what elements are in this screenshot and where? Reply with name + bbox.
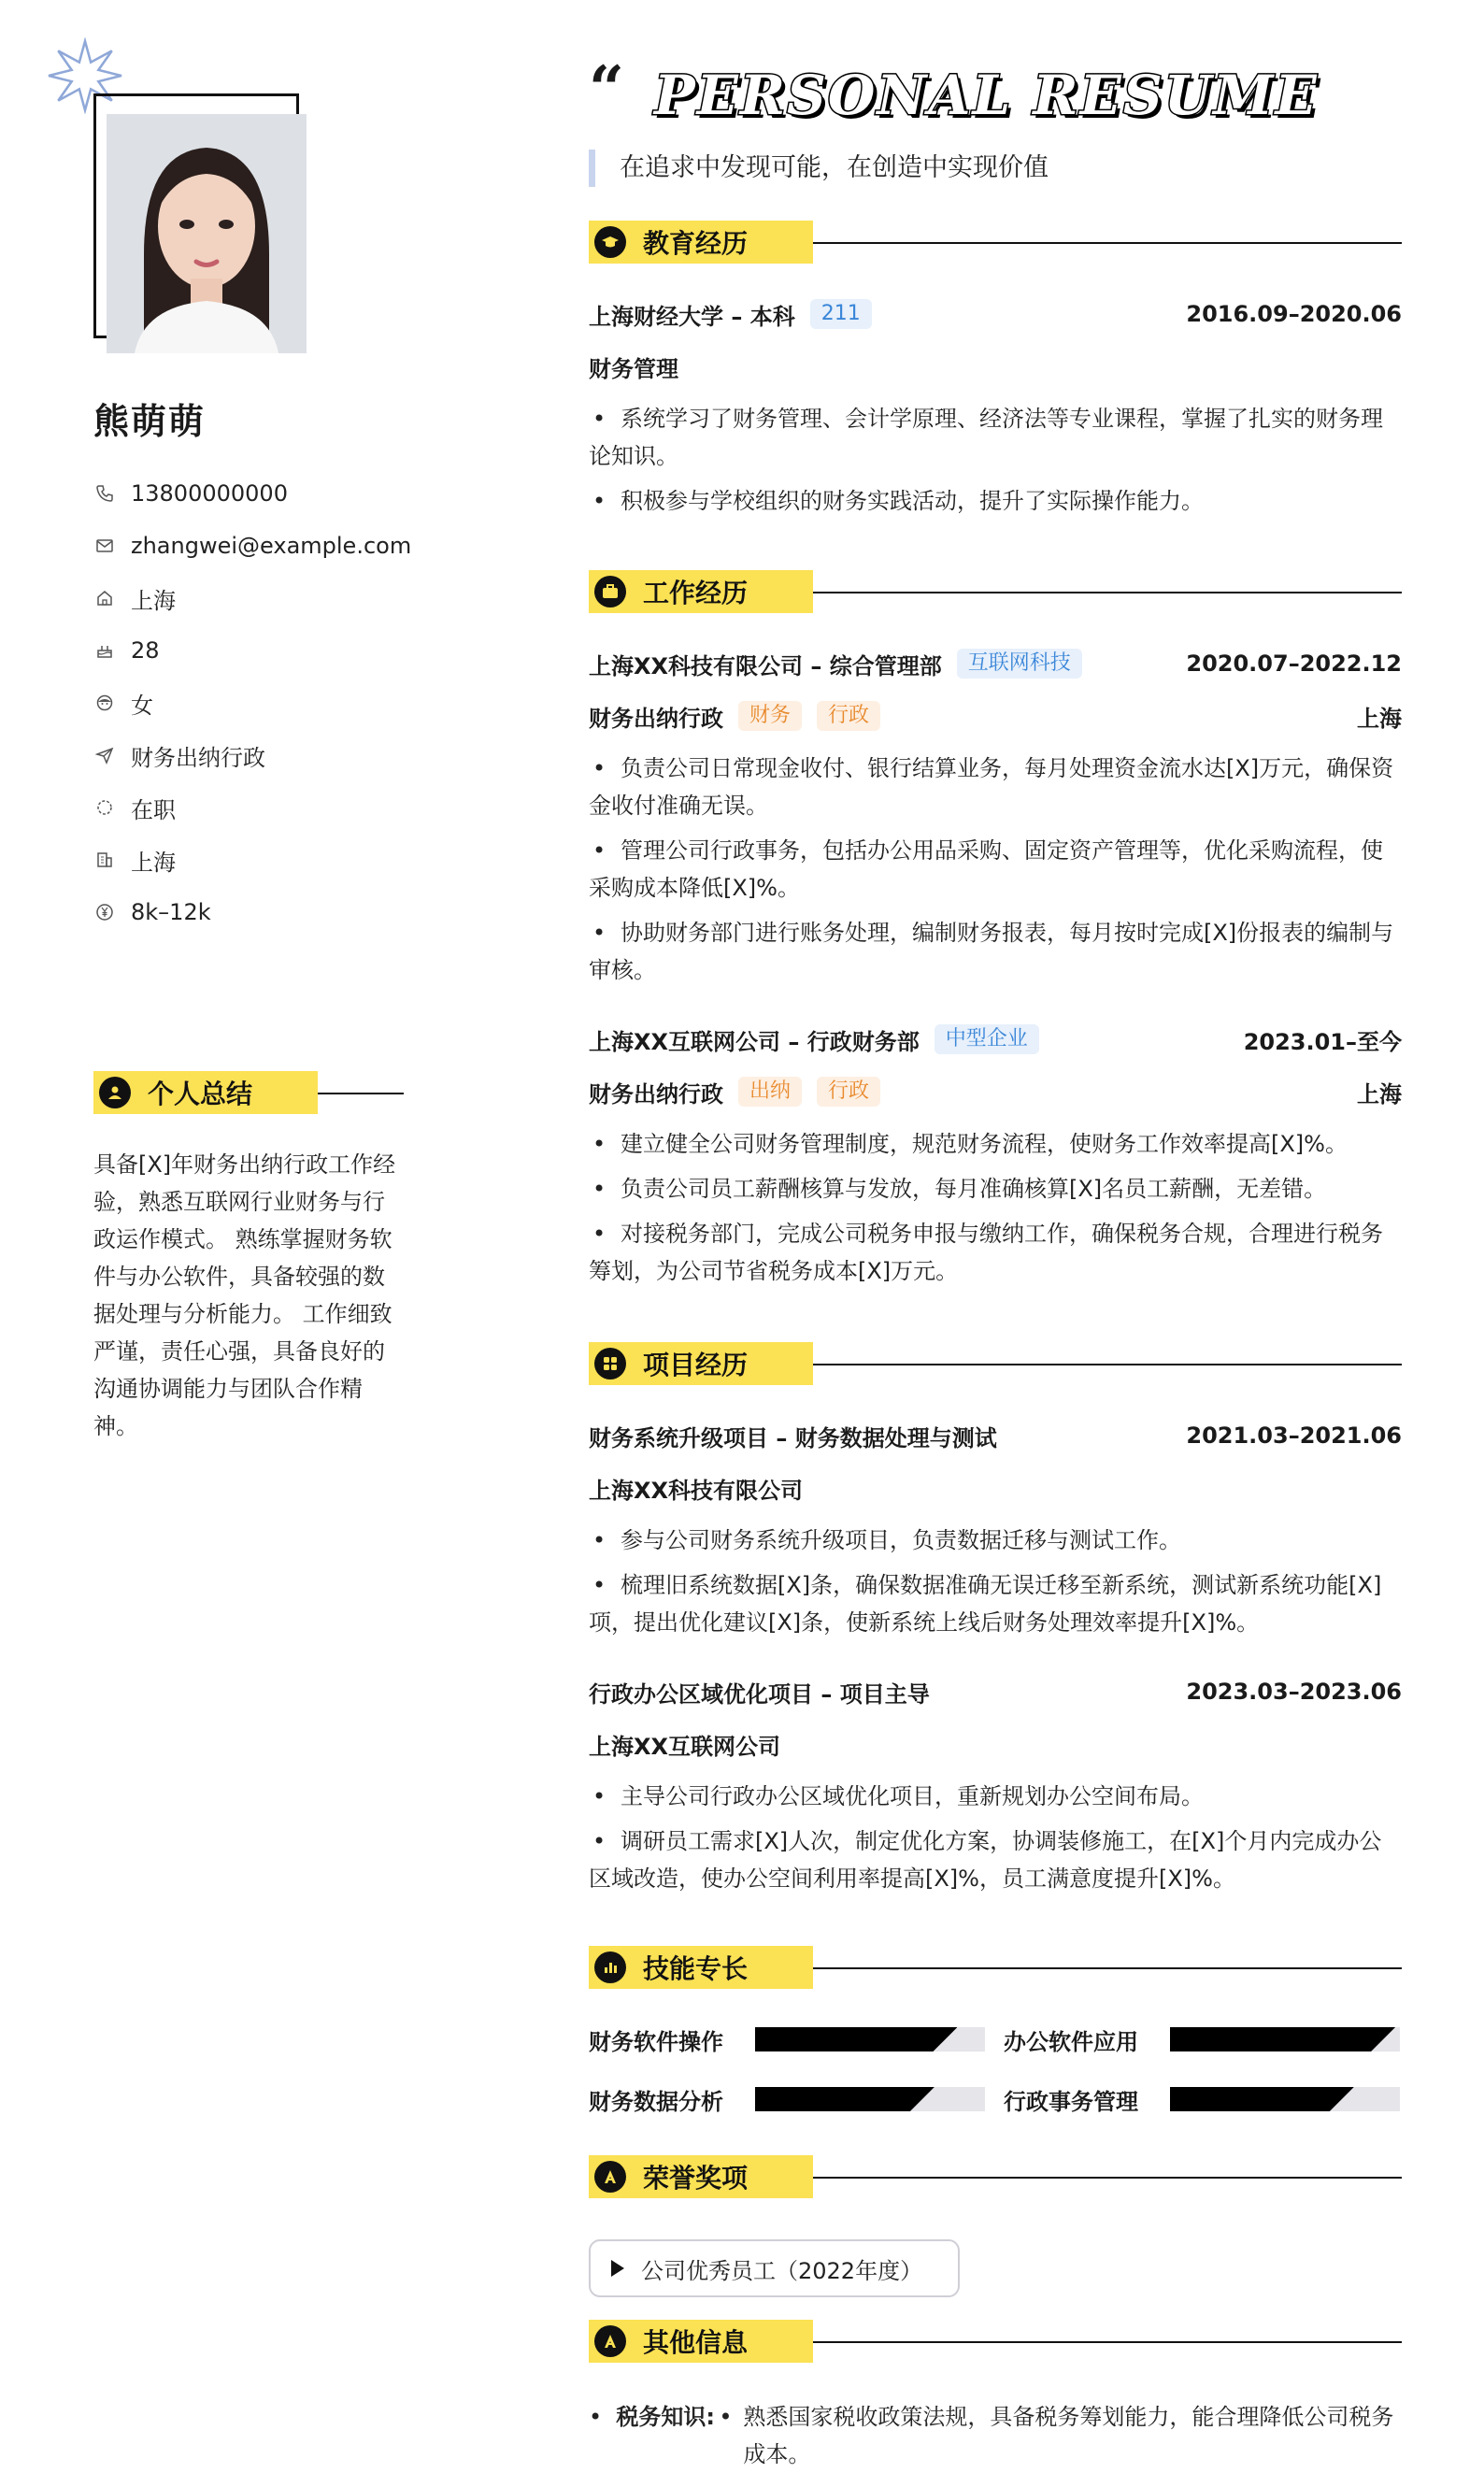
skill-item (589, 2021, 985, 2058)
summary-heading: 个人总结 (148, 1079, 253, 1109)
list-item: • 负责公司日常现金收付、银行结算业务，每月处理资金流水达[X]万元，确保资金收付准确无误。 (589, 750, 1402, 824)
skill-item (1004, 2021, 1400, 2058)
grid-icon (594, 1348, 626, 1379)
job-1-company: 上海XX科技有限公司 – 综合管理部 (589, 652, 942, 679)
job-1-header-row (589, 645, 1402, 682)
skills-heading: 技能专长 (643, 1953, 749, 1984)
home-icon (93, 587, 116, 609)
job-2-header-row (589, 1021, 1402, 1058)
award-text: 公司优秀员工（2022年度） (641, 2257, 923, 2284)
skills-row-1 (589, 2021, 1402, 2058)
project-2-header-row (589, 1673, 1402, 1710)
send-icon (93, 744, 116, 766)
bar-chart-icon (594, 1951, 626, 1983)
user-icon (99, 1077, 131, 1108)
mail-icon (93, 535, 116, 557)
project-1-header-row (589, 1417, 1402, 1454)
play-icon (611, 2260, 624, 2277)
project-2-org: 上海XX互联网公司 (589, 1733, 781, 1760)
education-header-row (589, 295, 1402, 333)
yen-icon (93, 901, 116, 923)
info-hometown-text: 上海 (131, 587, 176, 614)
skills-row-2 (589, 2080, 1402, 2118)
skills-section-header (589, 1946, 1402, 1989)
info-salary-text: 8k–12k (131, 899, 211, 925)
info-age-text: 28 (131, 637, 160, 664)
list-item: • 调研员工需求[X]人次，制定优化方案，协调装修施工，在[X]个月内完成办公区域改造，使办公空间利用率提高[X]%，员工满意度提升[X]%。 (589, 1823, 1402, 1897)
other-section-header (589, 2320, 1402, 2363)
skill-item (589, 2080, 985, 2118)
list-item: • 积极参与学校组织的财务实践活动，提升了实际操作能力。 (589, 482, 1402, 520)
projects-tag (589, 1342, 813, 1385)
list-item: • 对接税务部门，完成公司税务申报与缴纳工作，确保税务合规，合理进行税务筹划，为公司节省税务成本[X]万元。 (589, 1215, 1402, 1290)
skill-bar-fill (1170, 2087, 1354, 2111)
skills-tag (589, 1946, 813, 1989)
info-gender-text: 女 (131, 692, 153, 719)
info-email-text: zhangwei@example.com (131, 533, 412, 559)
projects-heading: 项目经历 (643, 1350, 749, 1380)
briefcase-icon (594, 576, 626, 608)
other-info: • 税务知识: • 熟悉国家税收政策法规，具备税务筹划能力，能合理降低公司税务成本。 (589, 2398, 1402, 2473)
job-2-date: 2023.01–至今 (1243, 1028, 1402, 1055)
job-2-city: 上海 (1357, 1080, 1402, 1108)
skill-name: 办公软件应用 (1004, 2028, 1138, 2055)
job-1-tag-2: 行政 (817, 701, 880, 731)
job-1-industry-tag: 互联网科技 (957, 649, 1082, 679)
job-2-tag-1: 出纳 (738, 1077, 802, 1107)
summary-divider (318, 1093, 404, 1094)
honors-divider (813, 2177, 1402, 2179)
education-tag (589, 221, 813, 264)
portrait-image (107, 114, 307, 353)
major-row (589, 348, 1402, 385)
job-1-bullets (589, 750, 1402, 996)
avatar-photo (107, 114, 307, 353)
honors-heading: 荣誉奖项 (643, 2163, 749, 2194)
contact-info-list (93, 467, 411, 938)
list-item: • 管理公司行政事务，包括办公用品采购、固定资产管理等，优化采购流程，使采购成本降低[X]%。 (589, 832, 1402, 907)
project-1-org-row (589, 1469, 1402, 1507)
skill-name: 行政事务管理 (1004, 2088, 1138, 2115)
resume-title: PERSONAL RESUME (654, 64, 1319, 127)
work-section-header (589, 570, 1402, 613)
building-icon (93, 849, 116, 871)
project-2-bullets (589, 1778, 1402, 1905)
other-divider (813, 2341, 1402, 2343)
info-salary (93, 886, 411, 938)
info-hometown (93, 572, 411, 624)
info-status (93, 781, 411, 834)
job-2-role: 财务出纳行政 (589, 1080, 723, 1108)
job-1-role: 财务出纳行政 (589, 705, 723, 732)
skill-bar (1170, 2087, 1400, 2111)
skills-divider (813, 1967, 1402, 1969)
cake-icon (93, 639, 116, 662)
school-name: 上海财经大学 – 本科 (589, 303, 795, 330)
motto: 在追求中发现可能，在创造中实现价值 (589, 150, 1049, 187)
award-icon (594, 2161, 626, 2193)
education-date: 2016.09–2020.06 (1186, 301, 1402, 327)
info-work-city (93, 834, 411, 886)
skill-bar-fill (755, 2087, 935, 2111)
list-item: • 系统学习了财务管理、会计学原理、经济法等专业课程，掌握了扎实的财务理论知识。 (589, 400, 1402, 475)
project-1-org: 上海XX科技有限公司 (589, 1477, 804, 1504)
project-1-bullets (589, 1522, 1402, 1649)
project-2-org-row (589, 1725, 1402, 1763)
education-bullets (589, 400, 1402, 527)
other-text: 熟悉国家税收政策法规，具备税务筹划能力，能合理降低公司税务成本。 (743, 2404, 1394, 2467)
list-item: • 负责公司员工薪酬核算与发放，每月准确核算[X]名员工薪酬，无差错。 (589, 1170, 1402, 1208)
projects-section-header (589, 1342, 1402, 1385)
list-item: • 参与公司财务系统升级项目，负责数据迁移与测试工作。 (589, 1522, 1402, 1559)
info-work-city-text: 上海 (131, 849, 176, 876)
skill-bar-fill (755, 2027, 957, 2051)
project-1-name: 财务系统升级项目 – 财务数据处理与测试 (589, 1424, 997, 1451)
school-tag: 211 (810, 299, 872, 329)
skill-name: 财务数据分析 (589, 2088, 723, 2115)
info-email (93, 520, 411, 572)
project-2-date: 2023.03–2023.06 (1186, 1679, 1402, 1705)
info-job-target (93, 729, 411, 781)
job-2-tag-2: 行政 (817, 1077, 880, 1107)
education-divider (813, 242, 1402, 244)
info-status-text: 在职 (131, 796, 176, 823)
education-heading: 教育经历 (643, 228, 749, 259)
skill-bar (755, 2087, 985, 2111)
summary-text: 具备[X]年财务出纳行政工作经验，熟悉互联网行业财务与行政运作模式。 熟练掌握财务软件与办公软件，具备较强的数据处理与分析能力。 工作细致严谨，责任心强，具备良好的沟通协调能力与团队合作精神。 (93, 1151, 396, 1439)
job-2-industry-tag: 中型企业 (935, 1024, 1039, 1054)
honors-tag (589, 2155, 813, 2198)
status-icon (93, 796, 116, 819)
phone-icon (93, 482, 116, 505)
skill-bar-fill (1170, 2027, 1395, 2051)
list-item: • 梳理旧系统数据[X]条，确保数据准确无误迁移至新系统，测试新系统功能[X]项，提出优化建议[X]条，使新系统上线后财务处理效率提升[X]%。 (589, 1566, 1402, 1641)
quote-mark: “ (589, 52, 624, 125)
job-1-city: 上海 (1357, 705, 1402, 732)
info-phone-text: 13800000000 (131, 480, 288, 507)
info-job-target-text: 财务出纳行政 (131, 744, 265, 771)
summary-tag (93, 1071, 318, 1114)
award-item[interactable] (589, 2239, 960, 2297)
skill-name: 财务软件操作 (589, 2028, 723, 2055)
skill-item (1004, 2080, 1400, 2118)
honors-section-header (589, 2155, 1402, 2198)
job-1-tag-1: 财务 (738, 701, 802, 731)
skill-bar (755, 2027, 985, 2051)
skill-bar (1170, 2027, 1400, 2051)
info-icon (594, 2325, 626, 2357)
job-2-company: 上海XX互联网公司 – 行政财务部 (589, 1028, 920, 1055)
candidate-name: 熊萌萌 (93, 401, 207, 442)
list-item: • 协助财务部门进行账务处理，编制财务报表，每月按时完成[X]份报表的编制与审核。 (589, 914, 1402, 989)
other-tag (589, 2320, 813, 2363)
job-2-role-row (589, 1073, 1402, 1110)
resume-title-block (589, 52, 1392, 140)
job-1-date: 2020.07–2022.12 (1186, 650, 1402, 677)
job-1-role-row (589, 697, 1402, 735)
job-2-bullets (589, 1125, 1402, 1297)
info-gender (93, 677, 411, 729)
info-phone (93, 467, 411, 520)
work-divider (813, 592, 1402, 593)
major: 财务管理 (589, 355, 678, 382)
work-heading: 工作经历 (643, 578, 749, 608)
work-tag (589, 570, 813, 613)
education-section-header (589, 221, 1402, 264)
list-item: • 建立健全公司财务管理制度，规范财务流程，使财务工作效率提高[X]%。 (589, 1125, 1402, 1163)
list-item: • 主导公司行政办公区域优化项目，重新规划办公空间布局。 (589, 1778, 1402, 1815)
other-label: 税务知识: (616, 2404, 715, 2430)
info-age (93, 624, 411, 677)
projects-divider (813, 1364, 1402, 1365)
graduation-cap-icon (594, 226, 626, 258)
summary-section-header (93, 1071, 402, 1114)
face-icon (93, 692, 116, 714)
project-1-date: 2021.03–2021.06 (1186, 1422, 1402, 1449)
other-heading: 其他信息 (643, 2327, 749, 2358)
project-2-name: 行政办公区域优化项目 – 项目主导 (589, 1680, 930, 1708)
